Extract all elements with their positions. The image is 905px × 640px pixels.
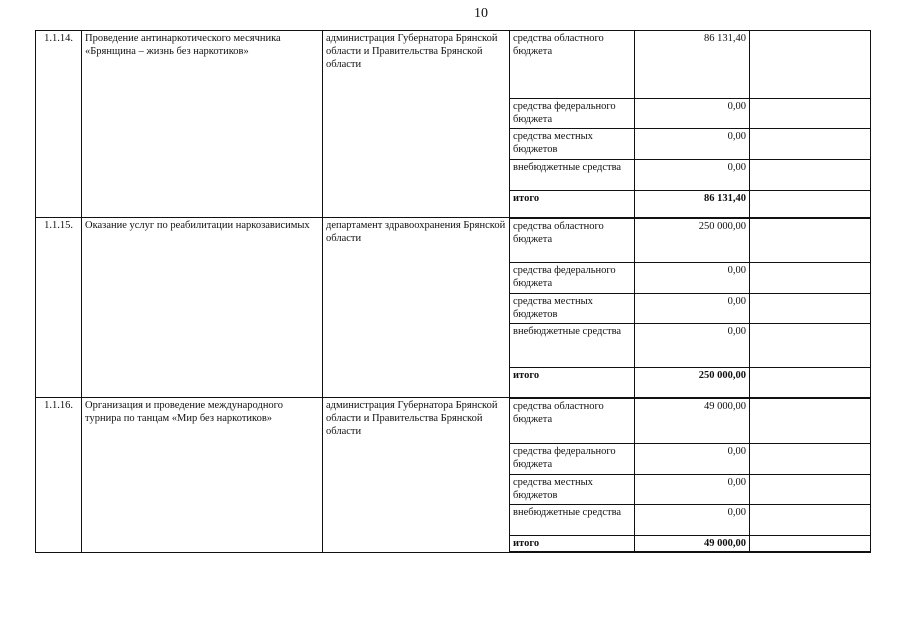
source-label: средства федерального бюджета [510, 263, 635, 294]
empty-cell [750, 191, 871, 218]
source-amount: 0,00 [635, 129, 750, 160]
total-amount: 86 131,40 [635, 191, 750, 218]
source-label: внебюджетные средства [510, 324, 635, 368]
empty-cell [750, 505, 871, 536]
item-executor: администрация Губернатора Брянской области и Правительства Брянской области [323, 31, 510, 218]
table-row [36, 218, 871, 263]
empty-cell [750, 218, 871, 263]
empty-cell [750, 263, 871, 294]
empty-cell [750, 129, 871, 160]
source-label: средства областного бюджета [510, 218, 635, 263]
empty-cell [750, 160, 871, 191]
item-name: Проведение антинаркотического месячника «Брянщина – жизнь без наркотиков» [82, 31, 323, 218]
total-amount: 49 000,00 [635, 536, 750, 553]
total-label: итого [510, 536, 635, 553]
item-number: 1.1.15. [36, 218, 82, 398]
item-executor: администрация Губернатора Брянской области и Правительства Брянской области [323, 398, 510, 553]
empty-cell [750, 99, 871, 129]
total-label: итого [510, 191, 635, 218]
budget-table [35, 30, 871, 553]
item-executor: департамент здравоохранения Брянской области [323, 218, 510, 398]
empty-cell [750, 31, 871, 99]
item-number: 1.1.14. [36, 31, 82, 218]
page-number: 10 [474, 6, 488, 21]
source-label: средства областного бюджета [510, 31, 635, 99]
source-label: внебюджетные средства [510, 505, 635, 536]
item-name: Оказание услуг по реабилитации наркозависимых [82, 218, 323, 398]
source-amount: 0,00 [635, 99, 750, 129]
source-amount: 0,00 [635, 263, 750, 294]
source-label: средства федерального бюджета [510, 99, 635, 129]
empty-cell [750, 398, 871, 444]
source-label: внебюджетные средства [510, 160, 635, 191]
item-name: Организация и проведение международного турнира по танцам «Мир без наркотиков» [82, 398, 323, 553]
empty-cell [750, 294, 871, 324]
item-number: 1.1.16. [36, 398, 82, 553]
table-row [36, 31, 871, 99]
source-label: средства областного бюджета [510, 398, 635, 444]
source-amount: 0,00 [635, 444, 750, 475]
empty-cell [750, 536, 871, 553]
source-amount: 0,00 [635, 294, 750, 324]
source-amount: 0,00 [635, 505, 750, 536]
empty-cell [750, 368, 871, 398]
total-label: итого [510, 368, 635, 398]
source-amount: 49 000,00 [635, 398, 750, 444]
empty-cell [750, 324, 871, 368]
source-label: средства местных бюджетов [510, 129, 635, 160]
total-amount: 250 000,00 [635, 368, 750, 398]
source-label: средства местных бюджетов [510, 294, 635, 324]
source-amount: 86 131,40 [635, 31, 750, 99]
table-row [36, 398, 871, 444]
empty-cell [750, 444, 871, 475]
source-label: средства федерального бюджета [510, 444, 635, 475]
source-amount: 0,00 [635, 475, 750, 505]
source-amount: 250 000,00 [635, 218, 750, 263]
source-amount: 0,00 [635, 324, 750, 368]
empty-cell [750, 475, 871, 505]
source-label: средства местных бюджетов [510, 475, 635, 505]
source-amount: 0,00 [635, 160, 750, 191]
